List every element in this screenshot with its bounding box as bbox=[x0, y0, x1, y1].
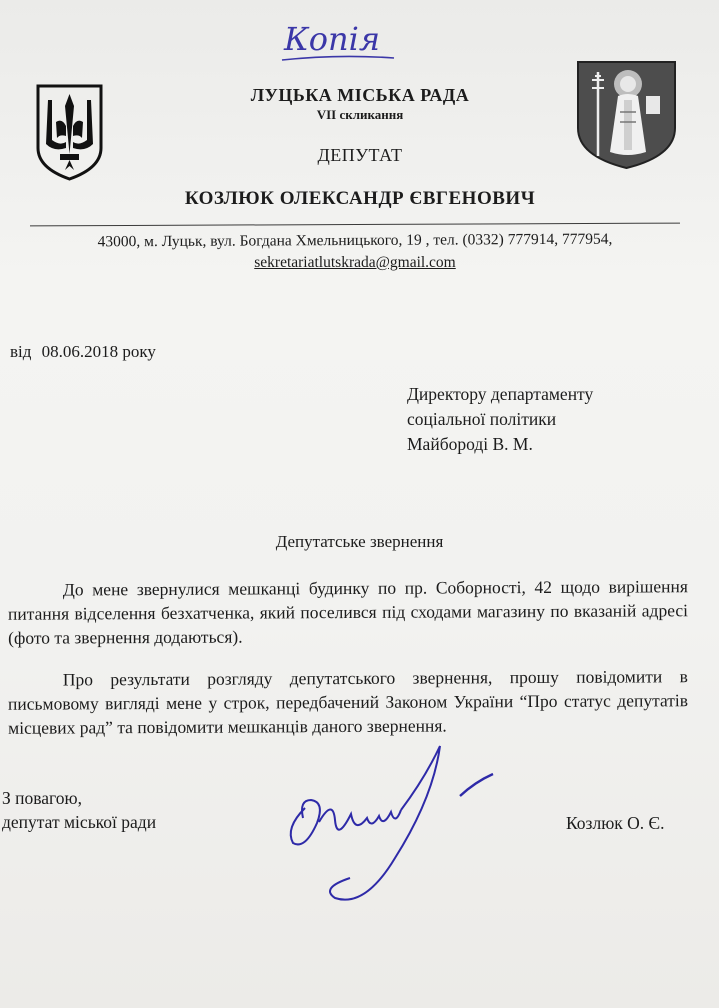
closing-regards: З повагою, bbox=[2, 788, 82, 808]
letter-date bbox=[10, 342, 156, 362]
contact-address: 43000, м. Луцьк, вул. Богдана Хмельницького, 19 , тел. (0332) 777914, 777954, bbox=[97, 230, 613, 251]
body-paragraph-2: Про результати розгляду депутатського звернення, прошу повідомити в письмовому вигляді мене у строк, передбачений Законом України “Про статус депутатів місцевих рад” та повідомити мешканців даного звернення. bbox=[7, 666, 689, 738]
convocation-label: VII скликання bbox=[316, 107, 404, 122]
contact-email bbox=[10, 254, 700, 272]
body-paragraph-1: До мене звернулися мешканці будинку по пр. Соборності, 42 щодо вирішення питання відселення безхатченка, який поселився під сходами магазину по вказаній адресі (фото та звернення додаються). bbox=[7, 576, 689, 648]
recipient-line-2: соціальної політики bbox=[407, 409, 557, 429]
trident-icon bbox=[32, 82, 107, 182]
council-title: ЛУЦЬКА МІСЬКА РАДА bbox=[250, 85, 470, 105]
closing-position: депутат міської ради bbox=[2, 812, 157, 832]
recipient-line-3: Майбороді В. М. bbox=[407, 434, 533, 454]
date-prefix: від bbox=[10, 342, 32, 361]
signer-name: Козлюк О. Є. bbox=[566, 813, 665, 833]
date-value: 08.06.2018 року bbox=[41, 342, 156, 361]
deputy-label: ДЕПУТАТ bbox=[317, 145, 403, 165]
deputy-name: КОЗЛЮК ОЛЕКСАНДР ЄВГЕНОВИЧ bbox=[184, 188, 536, 209]
recipient-block bbox=[407, 382, 593, 457]
city-coat-of-arms-icon bbox=[576, 60, 677, 170]
copy-stamp-text: Копія bbox=[284, 20, 381, 58]
letter-subject: Депутатське звернення bbox=[275, 532, 444, 551]
copy-stamp bbox=[278, 10, 398, 70]
closing-block bbox=[2, 786, 156, 834]
handwritten-signature bbox=[275, 738, 505, 913]
email-link[interactable]: sekretariatlutskrada@gmail.com bbox=[254, 254, 456, 271]
recipient-line-1: Директору департаменту bbox=[407, 384, 594, 404]
header-divider bbox=[30, 223, 680, 227]
